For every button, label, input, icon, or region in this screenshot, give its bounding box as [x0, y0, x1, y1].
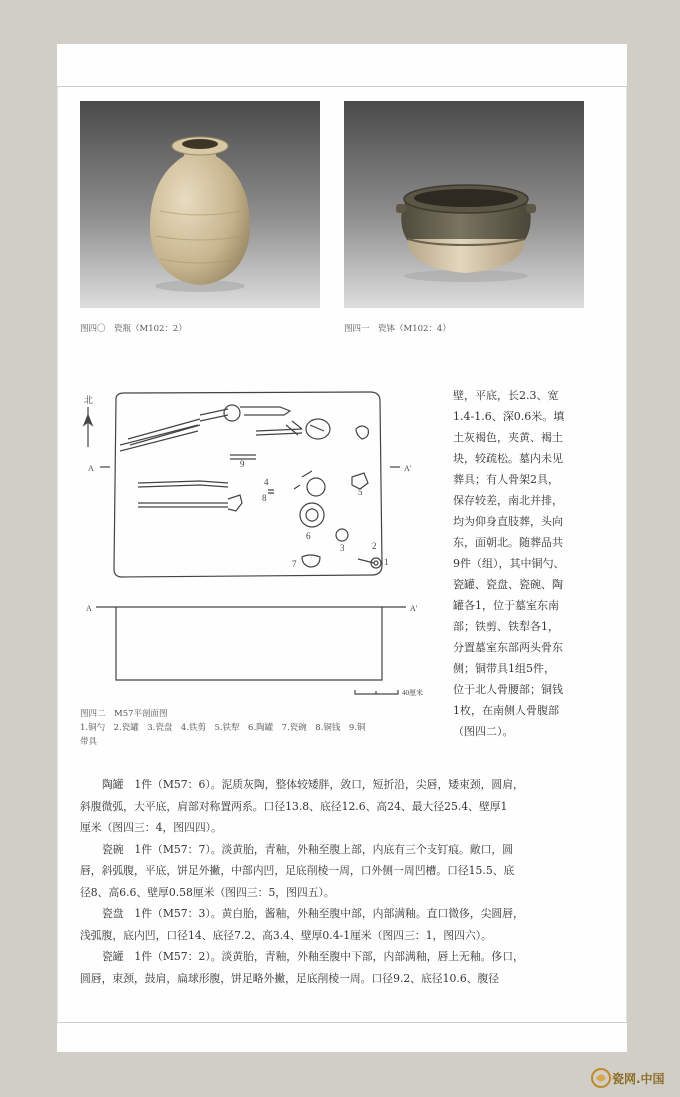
side-line: 葬具；有人骨架2具， [453, 473, 559, 486]
item-7-bowl [302, 555, 320, 567]
body-line: 径8、高6.6、壁厚0.58厘米（图四三：5，图四五）。 [80, 885, 335, 899]
section-outline [116, 607, 382, 680]
bowl-photo [344, 101, 584, 308]
page-right-rule [626, 87, 627, 1023]
section-label-a-top-left: A [88, 464, 94, 473]
side-line: （图四二）。 [453, 725, 514, 738]
item-label-7: 7 [292, 559, 297, 569]
side-line: 保存较差，南北并排， [453, 494, 563, 507]
item-label-5: 5 [358, 487, 363, 497]
item-3-plate [336, 529, 348, 541]
side-line: 9件（组），其中铜勺、 [453, 557, 565, 570]
site-watermark [590, 1065, 670, 1093]
side-line: 块，较疏松。墓内未见 [453, 452, 563, 465]
page-top-rule [57, 86, 627, 87]
figure-40-caption: 图四〇 瓷瓶（M102：2） [80, 324, 187, 334]
page-bottom-rule [57, 1022, 627, 1023]
page-left-rule [57, 87, 58, 1023]
item-label-6: 6 [306, 531, 311, 541]
legend-line-2: 带具 [80, 737, 98, 747]
body-line: 瓷盘 1件（M57：3）。黄白胎，酱釉，外釉至腹中部，内部满釉。直口微侈，尖圆唇， [102, 907, 524, 920]
item-8-coin [268, 490, 274, 493]
north-label: 北 [84, 395, 94, 405]
legend-line-1: 1.铜勺 2.瓷罐 3.瓷盘 4.铁剪 5.铁犁 6.陶罐 7.瓷碗 8.铜钱 9.铜 [80, 723, 366, 733]
side-line: 位于北人骨腰部；铜钱 [453, 683, 563, 696]
figure-41-caption: 图四一 瓷钵（M102：4） [344, 324, 451, 334]
side-line: 分置墓室东部两头骨东 [453, 641, 563, 654]
item-label-3: 3 [340, 543, 345, 553]
figure-42-legend [80, 721, 435, 749]
section-label-a-top-right: A' [404, 464, 412, 473]
side-line: 部；铁剪、铁犁各1， [453, 620, 559, 633]
side-line: 1.4-1.6、深0.6米。填 [453, 410, 565, 423]
body-line: 瓷罐 1件（M57：2）。淡黄胎，青釉，外釉至腹中下部，内部满釉，唇上无釉。侈口， [102, 950, 524, 963]
body-line: 斜腹微弧，大平底，肩部对称置两系。口径13.8、底径12.6、高24、最大径25.4、壁厚1 [80, 799, 508, 813]
side-line: 东，面朝北。随葬品共 [453, 536, 563, 549]
section-label-a-bottom-left: A [86, 604, 92, 613]
watermark-text: 瓷网.中国 [612, 1072, 665, 1086]
section-label-a-bottom-right: A' [410, 604, 418, 613]
north-skeleton [120, 405, 330, 451]
scale-bar [355, 690, 398, 694]
item-label-4: 4 [264, 477, 269, 487]
item-6-pot [300, 503, 324, 527]
item-label-2: 2 [372, 541, 377, 551]
side-line: 侧；铜带具1组5件， [453, 662, 555, 675]
side-line: 土灰褐色，夹黄、褐土 [453, 431, 563, 444]
vase-photo [80, 101, 320, 308]
side-line: 1枚，在南侧人骨腹部 [453, 704, 559, 717]
body-line: 浅弧腹，底内凹，口径14、底径7.2、高3.4、壁厚0.4-1厘米（图四三：1，图四六）。 [80, 928, 492, 942]
side-text-column [453, 385, 584, 742]
watermark-logo-icon [590, 1067, 612, 1089]
body-line: 厘米（图四三：4，图四四）。 [80, 821, 222, 834]
item-5-plough [356, 426, 368, 439]
item-label-1: 1 [384, 557, 389, 567]
item-label-9: 9 [240, 459, 245, 469]
body-line: 瓷碗 1件（M57：7）。淡黄胎，青釉，外釉至腹上部，内底有三个支钉痕。敞口，圆 [102, 842, 514, 856]
body-text [80, 774, 585, 989]
side-line: 均为仰身直肢葬，头向 [453, 515, 563, 528]
body-line: 陶罐 1件（M57：6）。泥质灰陶，整体较矮胖，敛口，短折沿，尖唇，矮束颈，圆肩， [102, 778, 524, 791]
scale-label: 40厘米 [402, 689, 423, 697]
figure-42-caption: 图四二 M57平剖面图 [80, 709, 168, 719]
body-line: 圆唇，束颈，鼓肩，扁球形腹，饼足略外撇，足底削棱一周。口径9.2、底径10.6、腹径 [80, 971, 500, 985]
side-line: 罐各1，位于墓室东南 [453, 599, 559, 612]
body-line: 唇，斜弧腹，平底，饼足外撇，中部内凹，足底削棱一周，口外侧一周凹槽。口径15.5、底 [80, 864, 515, 877]
side-line: 瓷罐、瓷盘、瓷碗、陶 [453, 578, 563, 591]
item-label-8: 8 [262, 493, 267, 503]
side-line: 壁，平底，长2.3、宽 [453, 389, 559, 402]
south-skeleton [138, 471, 368, 511]
tomb-plan-drawing [80, 385, 435, 700]
